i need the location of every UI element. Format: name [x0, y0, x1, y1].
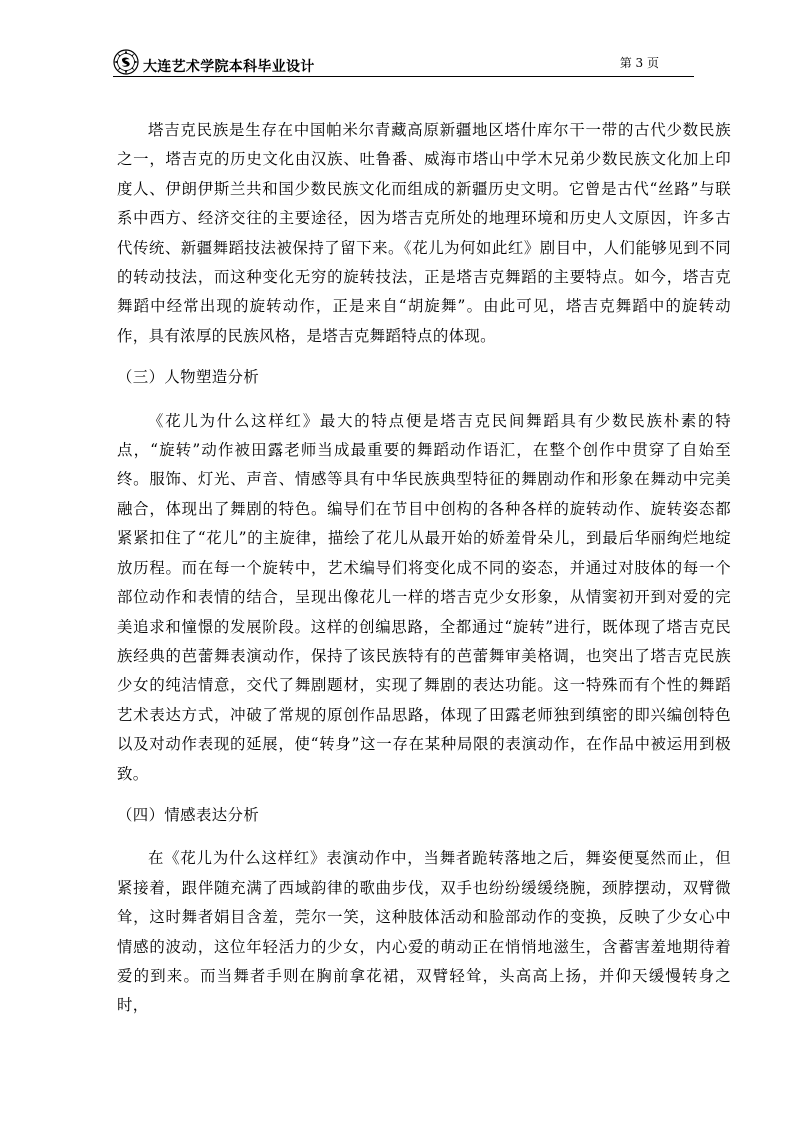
document-body [117, 116, 731, 1021]
page-header [113, 46, 693, 76]
section-heading-emotion: （四）情感表达分析 [117, 805, 260, 824]
school-name: 大连艺术学院本科毕业设计 [143, 59, 315, 75]
school-emblem-icon [113, 49, 139, 75]
header-rule [113, 76, 694, 77]
section-heading-character: （三）人物塑造分析 [117, 368, 260, 387]
page-number: 第 3 页 [619, 56, 659, 70]
paragraph-emotion-analysis: 在《花儿为什么这样红》表演动作中，当舞者跪转落地之后，舞姿便戛然而止，但紧接着，跟伴随充满了西域韵律的歌曲步伐，双手也纷纷缓缓绕腕，颈脖摆动，双臂微耸，这时舞者娟目含羞，莞尔一笑，这种肢体活动和脸部动作的变换，反映了少女心中情感的波动，这位年轻活力的少女，内心爱的萌动正在悄悄地滋生，含蓄害羞地期待着爱的到来。而当舞者手则在胸前拿花裙，双臂轻耸，头高高上扬，并仰天缓慢转身之时， [117, 849, 731, 1015]
paragraph-ethnic-background: 塔吉克民族是生存在中国帕米尔青藏高原新疆地区塔什库尔干一带的古代少数民族之一，塔吉克的历史文化由汉族、吐鲁番、威海市塔山中学木兄弟少数民族文化加上印度人、伊朗伊斯兰共和国少数民族文化而组成的新疆历史文明。它曾是古代“丝路”与联系中西方、经济交往的主要途径，因为塔吉克所处的地理环境和历史人文原因，许多古代传统、新疆舞蹈技法被保持了留下来。《花儿为何如此红》剧目中，人们能够见到不同的转动技法，而这种变化无穷的旋转技法，正是塔吉克舞蹈的主要特点。如今，塔吉克舞蹈中经常出现的旋转动作，正是来自“胡旋舞”。由此可见，塔吉克舞蹈中的旋转动作，具有浓厚的民族风格，是塔吉克舞蹈特点的体现。 [117, 121, 731, 345]
paragraph-character-analysis: 《花儿为什么这样红》最大的特点便是塔吉克民间舞蹈具有少数民族朴素的特点，“旋转”动作被田露老师当成最重要的舞蹈动作语汇，在整个创作中贯穿了自始至终。服饰、灯光、声音、情感等具有中华民族典型特征的舞剧动作和形象在舞动中完美融合，体现出了舞剧的特色。编导们在节目中创构的各种各样的旋转动作、旋转姿态都紧紧扣住了“花儿”的主旋律，描绘了花儿从最开始的娇羞骨朵儿，到最后华丽绚烂地绽放历程。而在每一个旋转中，艺术编导们将变化成不同的姿态，并通过对肢体的每一个部位动作和表情的结合，呈现出像花儿一样的塔吉克少女形象，从情窦初开到对爱的完美追求和憧憬的发展阶段。这样的创编思路，全都通过“旋转”进行，既体现了塔吉克民族经典的芭蕾舞表演动作，保持了该民族特有的芭蕾舞审美格调，也突出了塔吉克民族少女的纯洁情意，交代了舞剧题材，实现了舞剧的表达功能。这一特殊而有个性的舞蹈艺术表达方式，冲破了常规的原创作品思路，体现了田露老师独到缜密的即兴编创特色以及对动作表现的延展，使“转身”这一存在某种局限的表演动作，在作品中被运用到极致。 [117, 411, 731, 783]
